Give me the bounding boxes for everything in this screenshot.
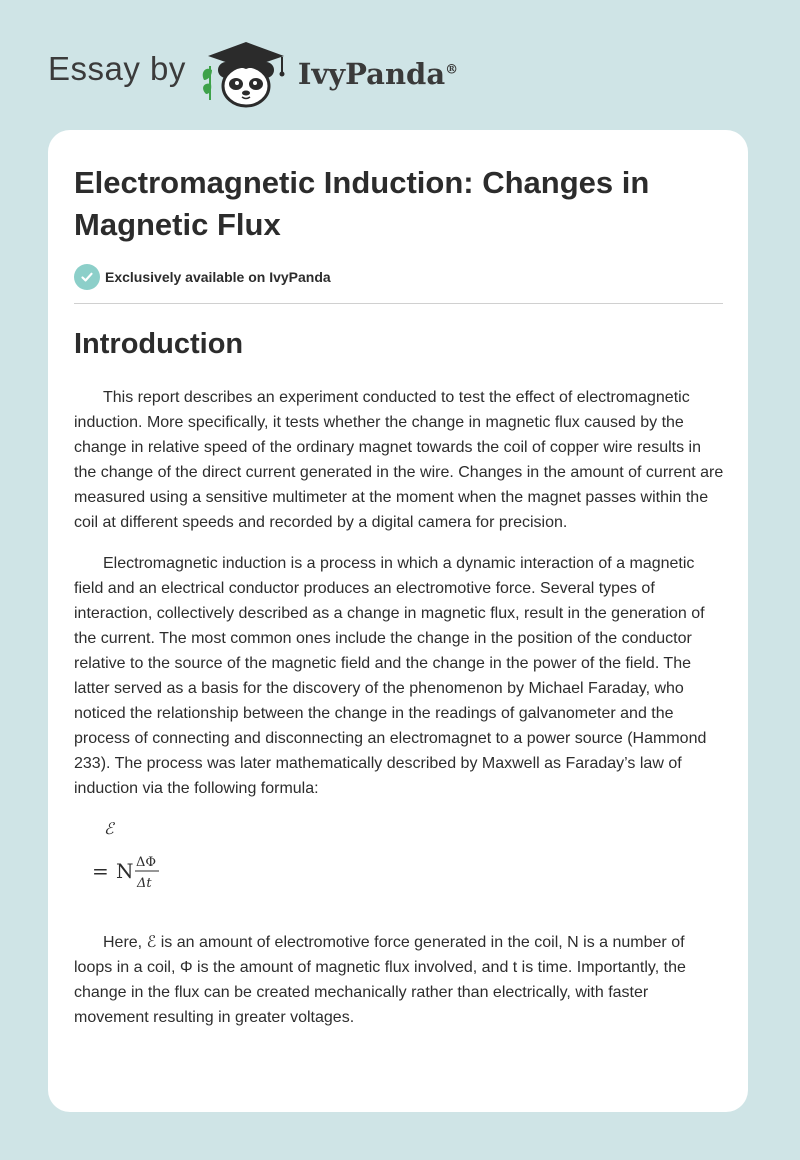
section-heading: Introduction xyxy=(74,328,244,360)
formula-denominator: Δt xyxy=(137,876,152,891)
formula-emf-symbol: ℰ xyxy=(104,820,114,838)
paragraph-3: Here, ℰ is an amount of electromotive force generated in the coil, N is a number of loops in a coil, Φ is the amount of magnetic flux involved, and t is time. Importantly, the change in the flux can be created mechanically rather than electrically, with faster movement resulting in greater voltages. xyxy=(74,934,686,1026)
exclusive-label: Exclusively available on IvyPanda xyxy=(105,269,331,285)
formula-equals: = xyxy=(92,859,109,883)
brand-name: IvyPanda® xyxy=(297,57,459,91)
page-title: Electromagnetic Induction: Changes in Magnetic Flux xyxy=(74,165,650,242)
check-circle-icon xyxy=(74,264,100,290)
essay-by-label: Essay by xyxy=(48,50,186,87)
exclusive-badge xyxy=(74,264,331,290)
site-header xyxy=(48,36,458,108)
formula-coefficient: N xyxy=(116,859,134,883)
paragraph-2: Electromagnetic induction is a process in which a dynamic interaction of a magnetic field and an electrical conductor produces an electromotive force. Several types of interaction, collectively described as a change in magnetic flux, result in the generation of the current. The most common ones include the change in the position of the conductor relative to the source of the magnetic field and the change in the power of the field. The latter served as a basis for the discovery of the phenomenon by Michael Faraday, who noticed the relationship between the change in the readings of galvanometer and the process of connecting and disconnecting an electromagnet to a power source (Hammond 233). The process was later mathematically described by Maxwell as Faraday’s law of induction via the following formula: xyxy=(74,555,707,797)
essay-card xyxy=(48,130,748,1112)
divider xyxy=(74,303,723,304)
panda-graduation-cap-icon xyxy=(198,36,294,108)
paragraph-1: This report describes an experiment conducted to test the effect of electromagnetic induction. More specifically, it tests whether the change in magnetic flux caused by the change in relative speed of the ordinary magnet towards the coil of copper wire results in the change of the direct current generated in the wire. Changes in the amount of current are measured using a sensitive multimeter at the moment when the magnet passes within the coil at different speeds and recorded by a digital camera for precision. xyxy=(74,389,724,531)
formula-numerator: ΔΦ xyxy=(136,855,157,870)
faraday-formula xyxy=(92,820,232,900)
